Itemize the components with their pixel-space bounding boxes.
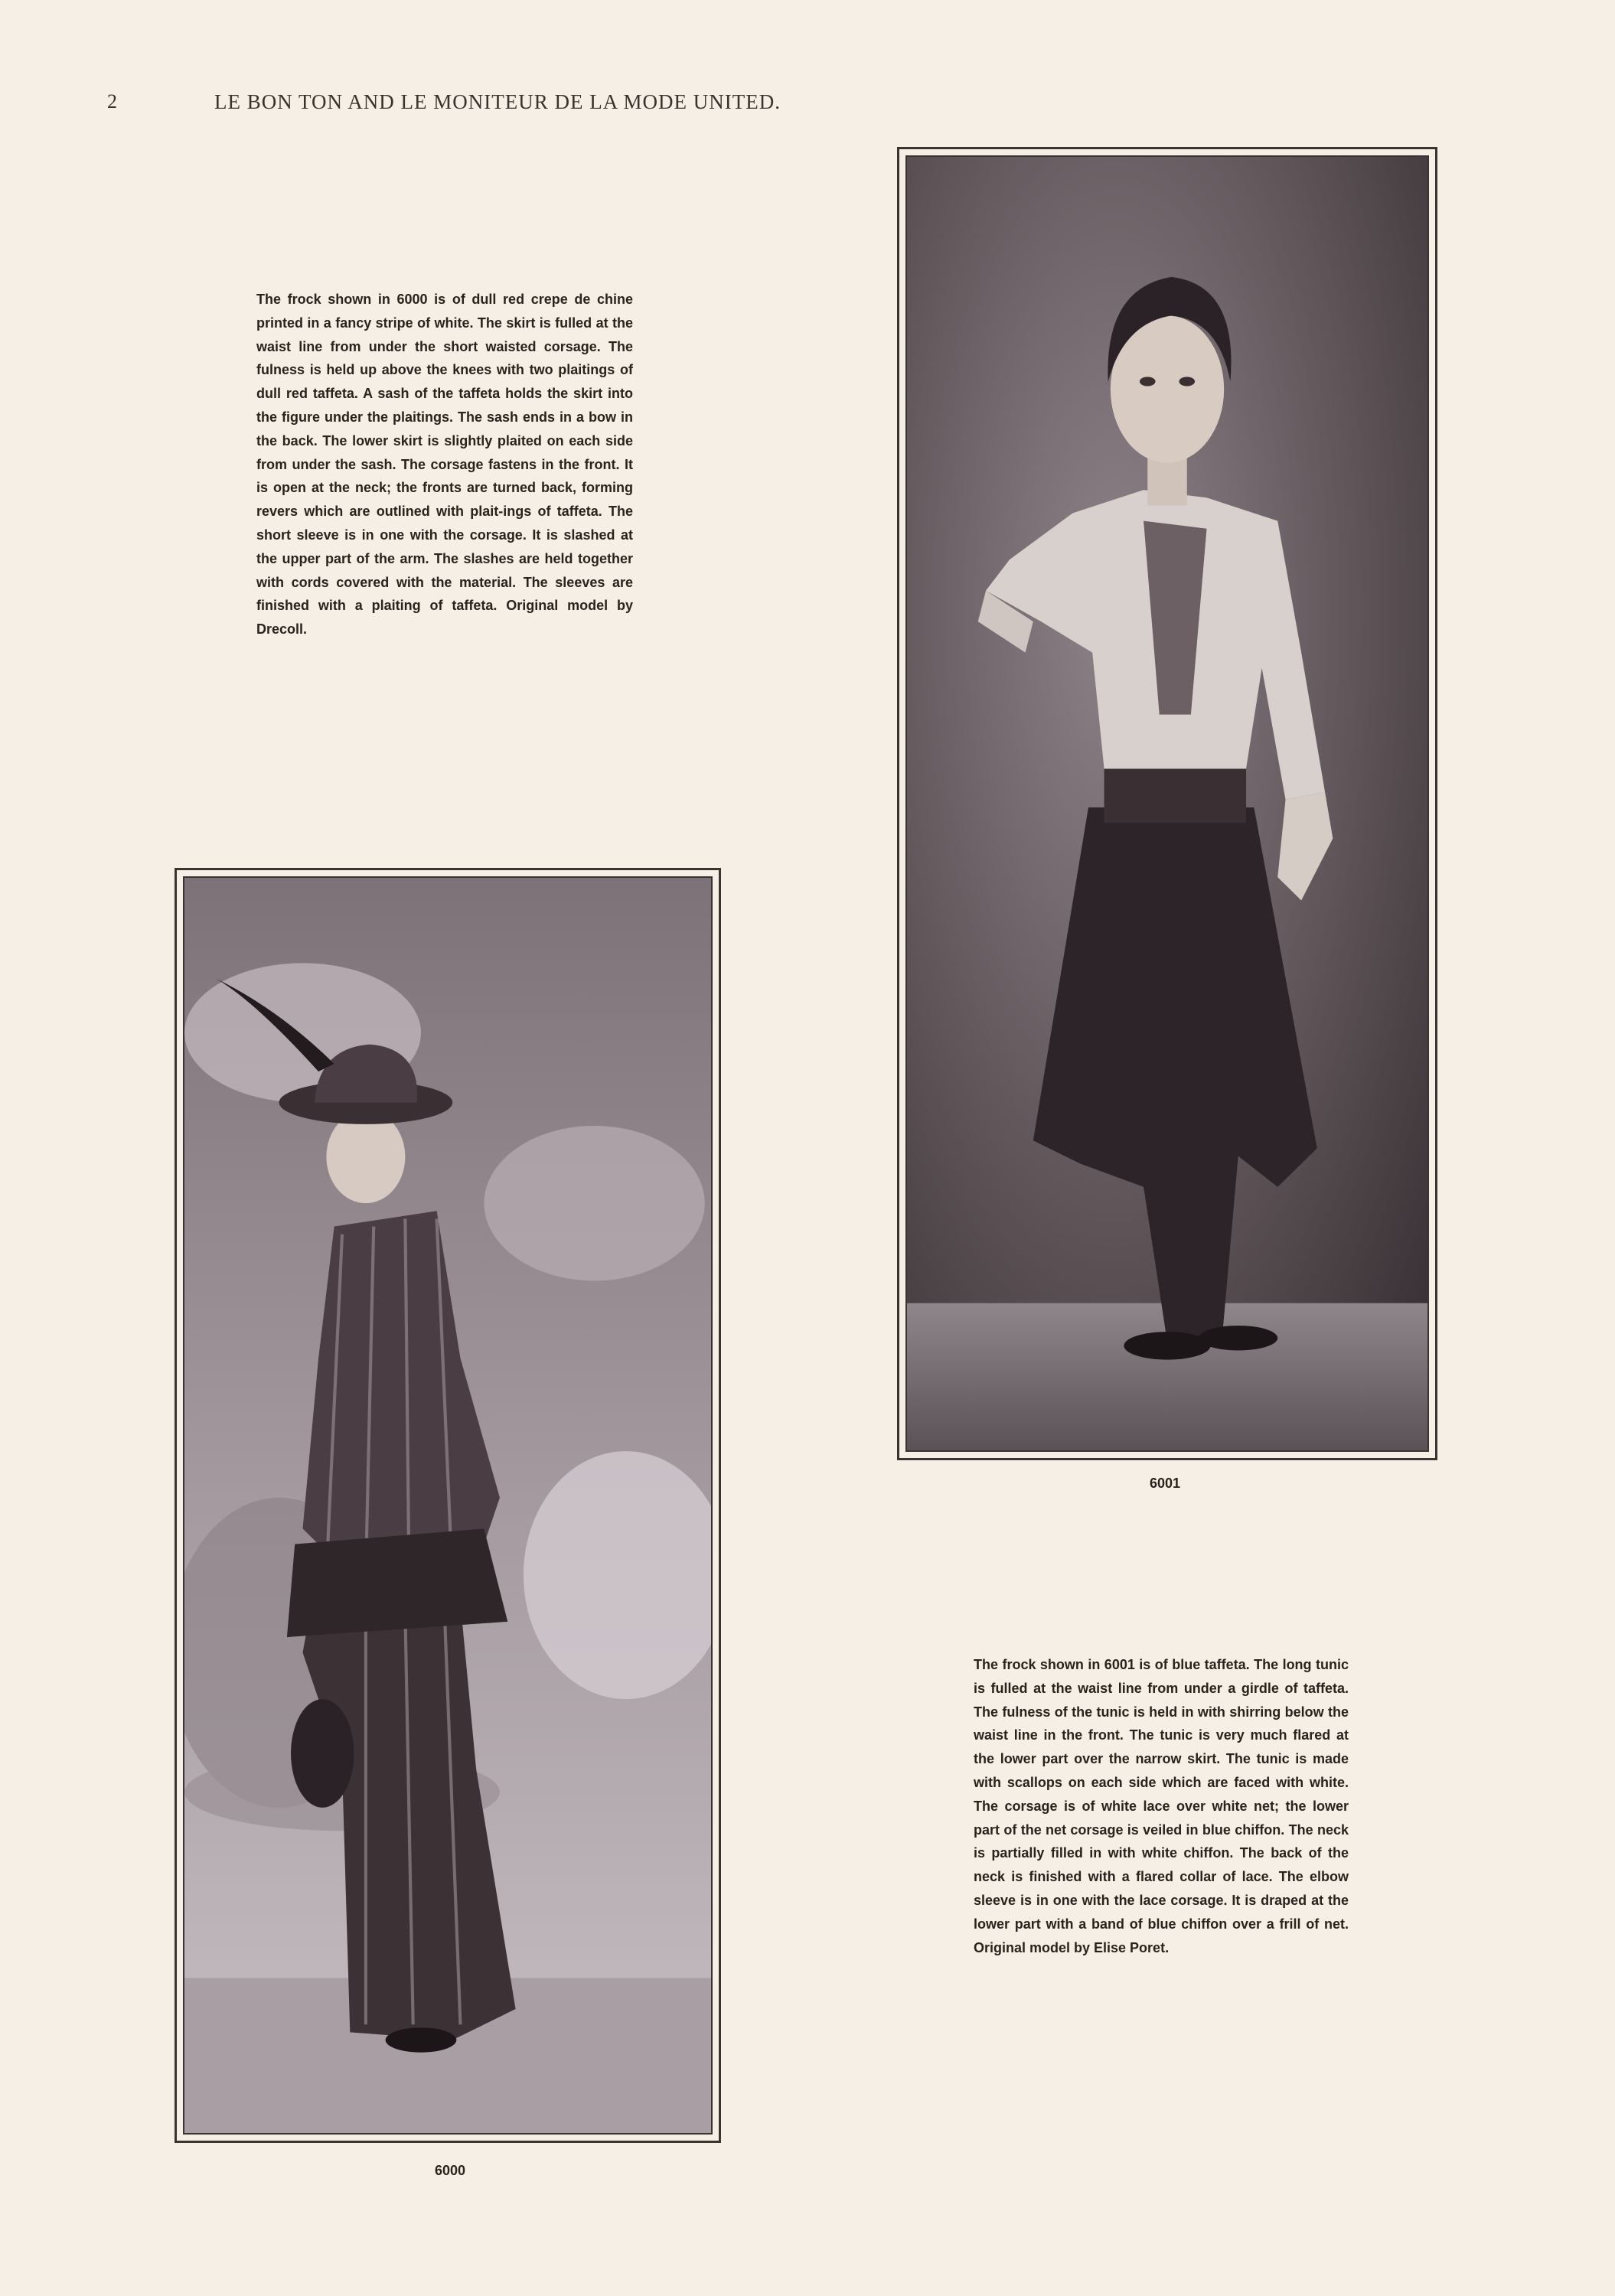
page-number: 2 [107,90,117,113]
fashion-photo-6001 [907,157,1427,1450]
plate-number-6000: 6000 [434,2163,466,2178]
plate-number-6001: 6001 [1149,1476,1181,1491]
caption-6000: The frock shown in 6000 is of dull red crepe de chine printed in a fancy stripe of white. The skirt is fulled at the waist line from under the short waisted corsage. The fulness is held up above the knees with two plaitings of dull red taffeta. A sash of the taffeta holds the skirt into the figure under the plaitings. The sash ends in a bow in the back. The lower skirt is slightly plaited on each side from under the sash. The corsage fastens in the front. It is open at the neck; the fronts are turned back, forming revers which are outlined with plait-ings of taffeta. The short sleeve is in one with the corsage. It is slashed at the upper part of the arm. The slashes are held together with cords covered with the material. The sleeves are finished with a plaiting of taffeta. Original model by Drecoll. [256,292,633,638]
photo-frame-6000 [175,868,721,2143]
fashion-photo-6000 [184,878,711,2133]
photo-frame-6001 [897,147,1437,1460]
running-head: LE BON TON AND LE MONITEUR DE LA MODE UNITED. [214,90,781,113]
caption-6001: The frock shown in 6001 is of blue taffeta. The long tunic is fulled at the waist line from under a girdle of taffeta. The fulness of the tunic is held in with shirring below the waist line in the front. The tunic is very much flared at the lower part over the narrow skirt. The tunic is made with scallops on each side which are faced with white. The corsage is of white lace over white net; the lower part of the net corsage is veiled in blue chiffon. The neck is partially filled in with white chiffon. The back of the neck is finished with a flared collar of lace. The elbow sleeve is in one with the lace corsage. It is draped at the lower part with a band of blue chiffon over a frill of net. Original model by Elise Poret. [974,1657,1349,1955]
